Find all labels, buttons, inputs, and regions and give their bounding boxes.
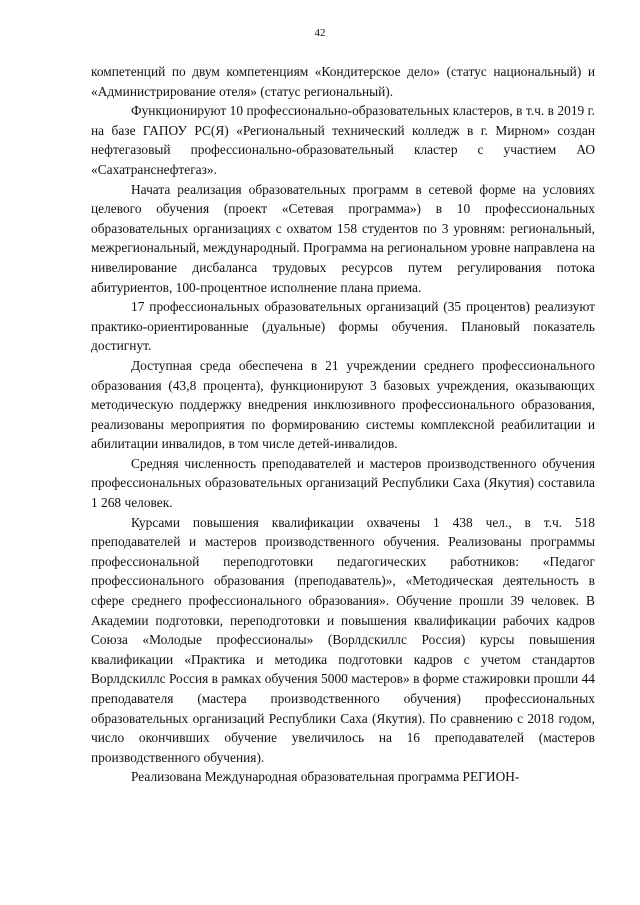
paragraph-network-programs: Начата реализация образовательных программ в сетевой форме на условиях целевого обучения (проект «Сетевая программа») в 10 профессиональных образовательных организациях с охватом 158 студентов по 3 уровням: региональный, межрегиональный, международный. Программа на региональном уровне направлена на нивелирование дисбаланса трудовых ресурсов путем регулирования потока абитуриентов, 100-процентное исполнение плана приема. (91, 181, 595, 295)
paragraph-staff-count: Средняя численность преподавателей и мастеров производственного обучения профессиональных образовательных организаций Республики Саха (Якутия) составила 1 268 человек. (91, 455, 595, 511)
page-number: 42 (314, 27, 326, 39)
body-text (91, 62, 595, 787)
paragraph-clusters: Функционируют 10 профессионально-образовательных кластеров, в т.ч. в 2019 г. на базе ГАПОУ РС(Я) «Региональный технический колледж в г. Мирном» создан нефтегазовый профессионально-образовательный кластер с участием АО «Сахатранснефтегаз». (91, 103, 595, 177)
paragraph-qualification-courses: Курсами повышения квалификации охвачены 1 438 чел., в т.ч. 518 преподавателей и мастеров производственного обучения. Реализованы программы профессиональной переподготовки педагогических работников: «Педагог профессионального образования (преподаватель)», «Методическая деятельность в сфере среднего профессионального образования». Обучение прошли 39 человек. В Академии подготовки, переподготовки и повышения квалификации рабочих кадров Союза «Молодые профессионалы» (Ворлдскиллс Россия) курсы повышения квалификации «Практика и методика подготовки кадров с учетом стандартов Ворлдскиллс Россия в рамках обучения 5000 мастеров» в форме стажировки прошли 44 преподавателя (мастера производственного обучения) профессиональных образовательных организаций Республики Саха (Якутия). По сравнению с 2018 годом, число окончивших обучение увеличилось на 16 преподавателей (мастеров производственного обучения). (91, 514, 595, 765)
paragraph-dual-training: 17 профессиональных образовательных организаций (35 процентов) реализуют практико-ориентированные (дуальные) формы обучения. Плановый показатель достигнут. (91, 299, 595, 354)
paragraph-international-program: Реализована Международная образовательная программа РЕГИОН- (131, 769, 520, 785)
paragraph-accessible-environment: Доступная среда обеспечена в 21 учреждении среднего профессионального образования (43,8 процента), функционируют 3 базовых учреждения, оказывающих методическую поддержку внедрения инклюзивного профессионального образования, реализованы мероприятия по формированию системы комплексной реабилитации и абилитации инвалидов, в том числе детей-инвалидов. (91, 357, 595, 452)
paragraph-continuation: компетенций по двум компетенциям «Кондитерское дело» (статус национальный) и «Администрирование отеля» (статус региональный). (91, 64, 595, 99)
